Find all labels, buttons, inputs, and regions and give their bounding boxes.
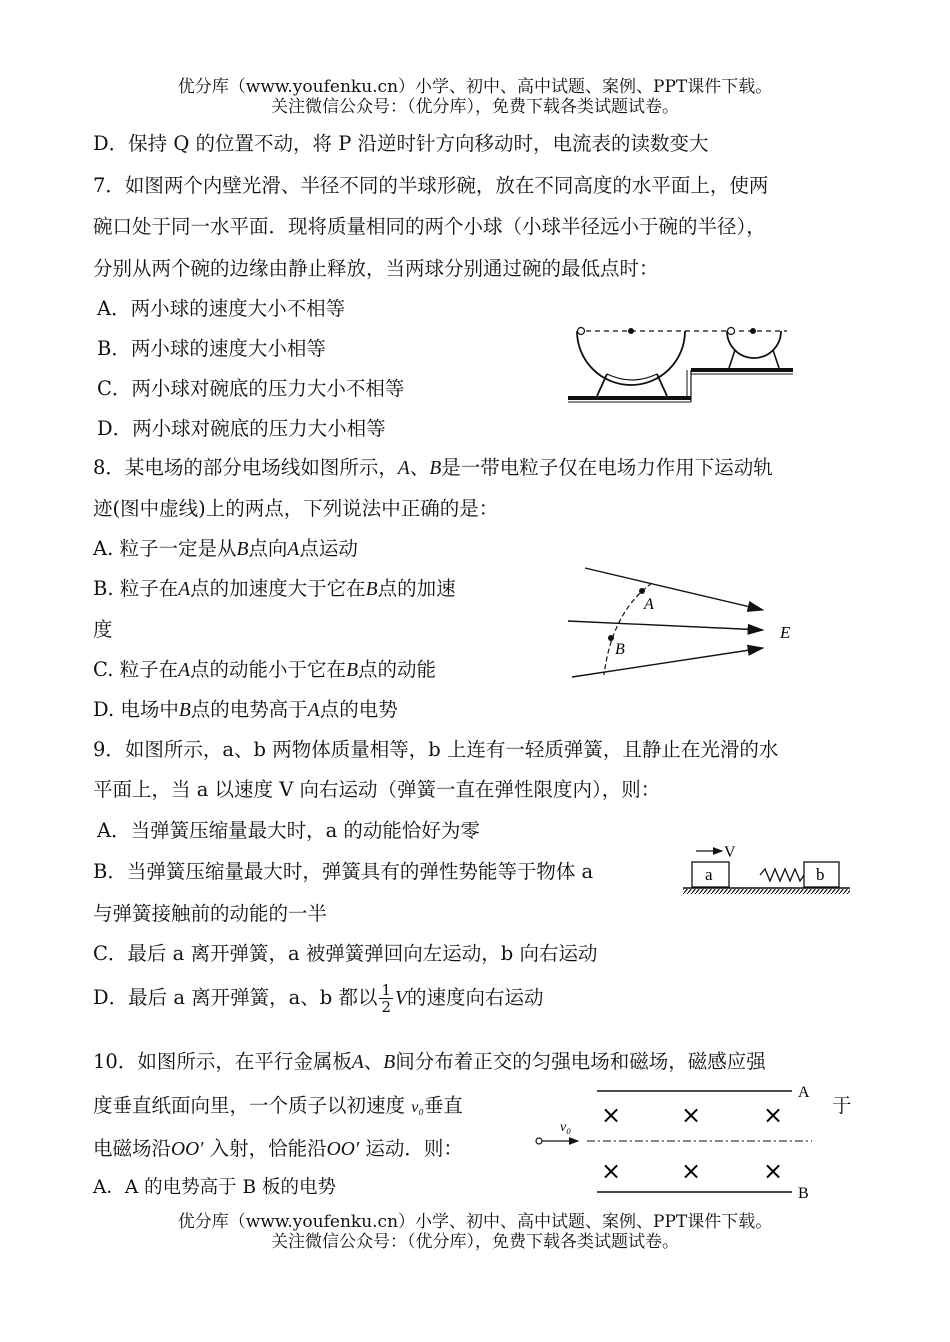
q10-label-b: B — [383, 1052, 396, 1073]
q8-option-c-2: 点的动能小于它在 — [190, 658, 347, 681]
q9-option-d-1: D．最后 a 离开弹簧，a、b 都以 — [93, 986, 378, 1009]
q8-label-b: B — [429, 458, 442, 479]
q7-stem-1: 7．如图两个内壁光滑、半径不同的半球形碗，放在不同高度的水平面上，使两 — [93, 174, 769, 197]
q8-fig-label-b: B — [615, 641, 625, 658]
q10-cross: × — [601, 1157, 622, 1185]
q10-stem-3-a: 电磁场沿 — [93, 1137, 172, 1160]
q9-stem-1: 9．如图所示，a、b 两物体质量相等，b 上连有一轻质弹簧，且静止在光滑的水 — [93, 738, 779, 761]
q8-option-a-1: A. 粒子一定是从 — [93, 537, 237, 560]
q8-option-b-2: 点的加速度大于它在 — [190, 577, 366, 600]
q10-stem-1 — [93, 1046, 766, 1074]
q7-stem-2: 碗口处于同一水平面．现将质量相同的两个小球（小球半径远小于碗的半径）， — [93, 215, 766, 238]
q10-oo-1: OO′ — [171, 1139, 204, 1160]
q10-oo-2: OO′ — [326, 1139, 360, 1160]
footer-line-1: 优分库（www.youfenku.cn）小学、初中、高中试题、案例、PPT课件下载。 — [177, 1212, 773, 1232]
q6-option-d: D．保持 Q 的位置不动，将 P 沿逆时针方向移动时，电流表的读数变大 — [93, 132, 709, 155]
q9-fig-b: b — [816, 865, 825, 884]
q8-option-d-a: A — [307, 700, 320, 721]
header-line-2: 关注微信公众号：（优分库），免费下载各类试题试卷。 — [271, 97, 679, 117]
q9-option-d — [93, 982, 543, 1015]
q8-option-d — [93, 694, 398, 722]
q8-option-c — [93, 654, 436, 682]
q10-label-a: A — [351, 1052, 364, 1073]
q8-option-d-3: 点的电势 — [319, 698, 398, 721]
q8-stem-1-b: 是一带电粒子仅在电场力作用下运动轨 — [441, 456, 773, 479]
q7-stem-3: 分别从两个碗的边缘由静止释放，当两球分别通过碗的最低点时： — [93, 257, 659, 280]
q10-sep: 、 — [363, 1050, 384, 1073]
q9-option-c: C．最后 a 离开弹簧，a 被弹簧弹回向左运动，b 向右运动 — [93, 942, 598, 965]
q8-stem-2: 迹(图中虚线)上的两点，下列说法中正确的是： — [93, 497, 499, 520]
q9-fig-v: V — [724, 844, 736, 861]
q8-sep: 、 — [409, 456, 430, 479]
q10-plates-figure — [530, 1078, 820, 1202]
q9-fraction-numerator: 1 — [381, 981, 392, 999]
q10-cross: × — [681, 1157, 702, 1185]
q8-field-figure — [560, 560, 800, 685]
q10-stem-1-b: 间分布着正交的匀强电场和磁场，磁感应强 — [395, 1050, 766, 1073]
q10-cross: × — [763, 1157, 784, 1185]
q7-option-d: D．两小球对碗底的压力大小相等 — [97, 417, 386, 440]
q8-option-d-2: 点的电势高于 — [190, 698, 308, 721]
q10-stem-2-c: 于 — [832, 1094, 852, 1117]
q9-fig-a: a — [705, 865, 713, 884]
q8-option-b-a: A — [178, 579, 191, 600]
q9-option-d-v: V — [395, 988, 407, 1009]
q10-fig-v0: v₀ — [560, 1120, 572, 1135]
q10-fig-a: A — [798, 1084, 810, 1101]
q7-option-b: B．两小球的速度大小相等 — [97, 337, 326, 360]
q10-cross: × — [681, 1101, 702, 1129]
q7-option-c: C．两小球对碗底的压力大小不相等 — [97, 377, 405, 400]
q8-option-d-1: D. 电场中 — [93, 698, 179, 721]
q10-stem-3-c: 运动．则： — [365, 1137, 463, 1160]
q10-cross: × — [763, 1101, 784, 1129]
q9-fraction-denominator: 2 — [381, 998, 392, 1016]
q10-stem-2 — [93, 1090, 463, 1118]
q8-option-a-3: 点运动 — [299, 537, 358, 560]
q8-option-a-a: A — [287, 539, 300, 560]
q9-option-b-1: B．当弹簧压缩量最大时，弹簧具有的弹性势能等于物体 a — [93, 860, 594, 883]
q8-option-b-1: B. 粒子在 — [93, 577, 179, 600]
q10-cross: × — [601, 1101, 622, 1129]
q7-option-a: A．两小球的速度大小不相等 — [97, 297, 346, 320]
q8-label-a: A — [397, 458, 410, 479]
q8-option-b-cont: 度 — [93, 618, 113, 641]
q8-option-c-a: A — [178, 660, 191, 681]
footer-line-2: 关注微信公众号：（优分库），免费下载各类试题试卷。 — [271, 1232, 679, 1252]
q8-stem-1 — [93, 452, 773, 480]
q8-fig-label-e: E — [780, 623, 791, 642]
q9-fraction — [379, 982, 393, 1015]
q8-option-c-3: 点的动能 — [357, 658, 436, 681]
header-line-1: 优分库（www.youfenku.cn）小学、初中、高中试题、案例、PPT课件下载。 — [177, 77, 773, 97]
q8-option-b — [93, 573, 456, 601]
q8-option-a-b: B — [236, 539, 249, 560]
q9-spring-figure — [680, 838, 855, 900]
q9-option-a: A．当弹簧压缩量最大时，a 的动能恰好为零 — [97, 819, 480, 842]
q10-option-a: A．A 的电势高于 B 板的电势 — [93, 1177, 336, 1198]
q10-stem-3 — [93, 1133, 463, 1161]
q10-stem-1-a: 10．如图所示，在平行金属板 — [93, 1050, 352, 1073]
q10-stem-2-a: 度垂直纸面向里，一个质子以初速度 — [93, 1094, 406, 1117]
q10-stem-3-b: 入射，恰能沿 — [209, 1137, 327, 1160]
q8-option-a — [93, 533, 358, 561]
q8-option-a-2: 点向 — [248, 537, 288, 560]
q8-option-c-b: B — [346, 660, 358, 681]
q9-option-b-2: 与弹簧接触前的动能的一半 — [93, 902, 328, 925]
q8-option-d-b: B — [178, 700, 191, 721]
q8-fig-label-a: A — [644, 596, 654, 613]
q9-option-d-2: 的速度向右运动 — [406, 986, 544, 1009]
q10-fig-b: B — [798, 1185, 809, 1202]
q7-bowls-figure — [565, 320, 800, 410]
q8-stem-1-a: 8．某电场的部分电场线如图所示， — [93, 456, 398, 479]
q10-stem-2-b: 垂直 — [423, 1094, 463, 1117]
q8-option-b-b: B — [365, 579, 378, 600]
q8-option-c-1: C. 粒子在 — [93, 658, 179, 681]
q10-v0: v₀ — [411, 1099, 424, 1116]
q9-stem-2: 平面上，当 a 以速度 V 向右运动（弹簧一直在弹性限度内），则： — [93, 778, 661, 801]
q8-option-b-3: 点的加速 — [377, 577, 456, 600]
